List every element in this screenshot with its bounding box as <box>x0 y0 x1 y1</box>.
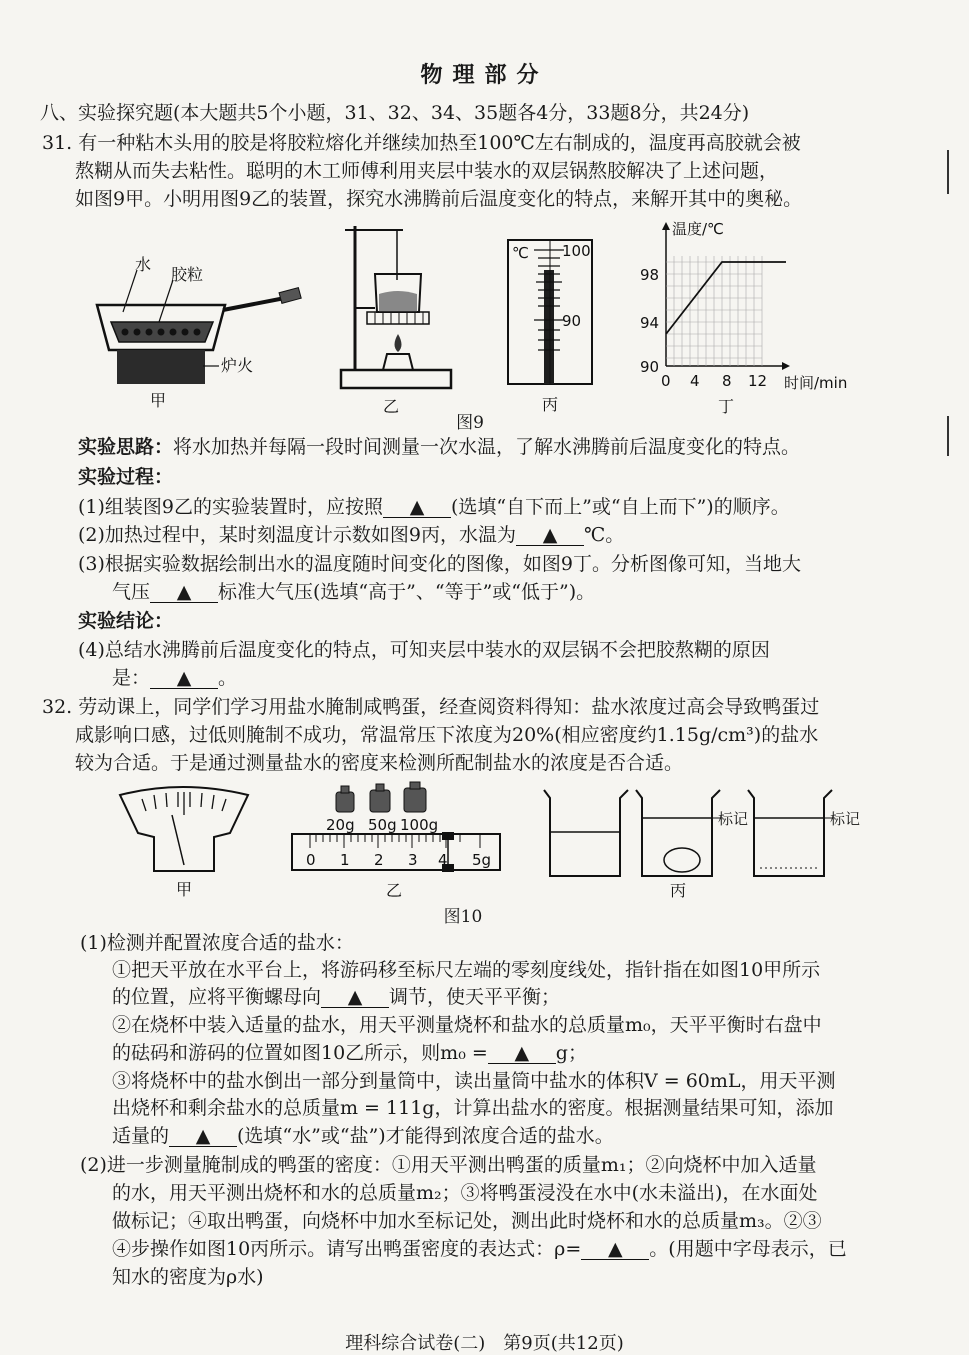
page-footer: 理科综合试卷(二) 第9页(共12页) <box>345 1333 624 1354</box>
graph-origin: 0 <box>661 372 671 390</box>
fig9-label-glue: 胶粒 <box>171 265 204 284</box>
q31-part1-blank: ▲ <box>383 497 451 518</box>
q31-part4-line1: (4)总结水沸腾前后温度变化的特点，可知夹层中装水的双层锅不会把胶熬糊的原因 <box>78 639 770 661</box>
q32-intro-line-2: 咸影响口感，过低则腌制不成功，常温常压下浓度为20%(相应密度约1.15g/cm³)的盐水 <box>75 724 819 746</box>
ruler-tick-2: 2 <box>374 851 384 869</box>
q31-part4-blank: ▲ <box>150 668 218 689</box>
q32-intro-line-3: 较为合适。于是通过测量盐水的密度来检测所配制盐水的浓度是否合适。 <box>75 752 684 774</box>
fig9-caption: 图9 <box>456 413 484 433</box>
q31-intro-line-2: 熬糊从而失去粘性。聪明的木工师傅利用夹层中装水的双层锅熬胶解决了上述问题， <box>75 160 779 182</box>
q32-s1-step3-line1: ③将烧杯中的盐水倒出一部分到量筒中，读出量筒中盐水的体积V = 60mL，用天平测 <box>112 1070 836 1092</box>
graph-ytick-94: 94 <box>640 314 660 332</box>
graph-ylabel: 温度/℃ <box>672 220 724 238</box>
weight-20g: 20g <box>326 816 355 834</box>
section-header: 八、实验探究题(本大题共5个小题，31、32、34、35题各4分，33题8分，共24分) <box>40 102 750 124</box>
q31-part2: (2)加热过程中，某时刻温度计示数如图9丙，水温为 ▲ ℃。 <box>78 524 625 546</box>
q32-s1-title: (1)检测并配置浓度合适的盐水： <box>80 932 354 954</box>
q31-idea <box>78 434 800 460</box>
q31-intro-line-1: 31. 有一种粘木头用的胶是将胶粒熔化并继续加热至100℃左右制成的，温度再高胶就会被 <box>42 132 801 154</box>
graph-ytick-98: 98 <box>640 266 660 284</box>
q31-part3-blank: ▲ <box>150 582 218 603</box>
q31-part1: (1)组装图9乙的实验装置时，应按照 ▲ (选填“自下而上”或“自上而下”)的顺序。 <box>78 496 790 518</box>
q31-intro-line-3: 如图9甲。小明用图9乙的装置，探究水沸腾前后温度变化的特点，来解开其中的奥秘。 <box>75 188 803 210</box>
q31-part3-line1: (3)根据实验数据绘制出水的温度随时间变化的图像，如图9丁。分析图像可知，当地大 <box>78 553 802 575</box>
graph-xlabel: 时间/min <box>784 374 848 392</box>
fig10-bing-beakers <box>538 784 878 904</box>
q32-s1-step3-blank: ▲ <box>169 1126 237 1147</box>
thermometer-unit: ℃ <box>512 244 529 262</box>
q32-s2-line1: (2)进一步测量腌制成的鸭蛋的密度：①用天平测出鸭蛋的质量m₁；②向烧杯中加入适量 <box>80 1154 817 1176</box>
q31-idea-label: 实验思路： <box>78 436 174 458</box>
q32-s2-line2: 的水，用天平测出烧杯和水的总质量m₂；③将鸭蛋浸没在水中(水未溢出)，在水面处 <box>112 1182 818 1204</box>
fig10-caption-bing: 丙 <box>670 881 687 900</box>
q32-s2-blank: ▲ <box>581 1239 649 1260</box>
fig10-caption-yi: 乙 <box>386 881 403 900</box>
weight-100g: 100g <box>400 816 439 834</box>
scan-edge-mark <box>947 416 949 456</box>
weight-50g: 50g <box>368 816 397 834</box>
ruler-tick-5g: 5g <box>472 851 492 869</box>
q32-s2-line4: ④步操作如图10丙所示。请写出鸭蛋密度的表达式：ρ= ▲ 。(用题中字母表示，已 <box>112 1238 847 1260</box>
thermometer-tick-100: 100 <box>562 242 591 260</box>
fig9-caption-ding: 丁 <box>718 397 735 416</box>
q32-s1-step2-blank: ▲ <box>488 1043 556 1064</box>
q31-part3-line2: 气压 ▲ 标准大气压(选填“高于”、“等于”或“低于”)。 <box>112 581 596 603</box>
ruler-tick-0: 0 <box>306 851 316 869</box>
ruler-tick-3: 3 <box>408 851 418 869</box>
graph-xtick-12: 12 <box>748 372 768 390</box>
ruler-tick-1: 1 <box>340 851 350 869</box>
fig10-caption: 图10 <box>443 907 483 927</box>
ruler-tick-4: 4 <box>438 851 448 869</box>
fig9-label-water: 水 <box>135 255 152 274</box>
fig9-jia-double-pot <box>85 250 315 410</box>
fig9-yi-apparatus <box>335 216 465 416</box>
q32-s1-step1-blank: ▲ <box>321 987 389 1008</box>
q32-s1-step3-line3: 适量的 ▲ (选填“水”或“盐”)才能得到浓度合适的盐水。 <box>112 1125 614 1147</box>
q32-s1-step3-line2: 出烧杯和剩余盐水的总质量m = 111g，计算出盐水的密度。根据测量结果可知，添加 <box>112 1097 834 1119</box>
q32-s2-line3: 做标记；④取出鸭蛋，向烧杯中加水至标记处，测出此时烧杯和水的总质量m₃。②③ <box>112 1210 822 1232</box>
thermometer-tick-90: 90 <box>562 312 582 330</box>
q32-intro-line-1: 32. 劳动课上，同学们学习用盐水腌制咸鸭蛋，经查阅资料得知：盐水浓度过高会导致鸭蛋过 <box>42 696 820 718</box>
graph-xtick-4: 4 <box>690 372 700 390</box>
scan-edge-mark <box>947 150 949 194</box>
fig10-jia-pointer-dial <box>112 785 262 900</box>
page-title: 物理部分 <box>420 62 549 88</box>
beaker-mark-label-2: 标记 <box>830 810 861 828</box>
fig9-caption-bing: 丙 <box>542 395 559 414</box>
fig10-caption-jia: 甲 <box>176 880 193 899</box>
q32-s1-step1-line1: ①把天平放在水平台上，将游码移至标尺左端的零刻度线处，指针指在如图10甲所示 <box>112 959 821 981</box>
fig10-yi-weights-ruler <box>288 780 508 900</box>
q31-part2-blank: ▲ <box>516 525 584 546</box>
q31-idea-text: 将水加热并每隔一段时间测量一次水温，了解水沸腾前后温度变化的特点。 <box>173 436 801 458</box>
q31-process-label: 实验过程： <box>78 466 174 488</box>
beaker-mark-label-1: 标记 <box>718 810 749 828</box>
q32-s2-line5: 知水的密度为ρ水) <box>112 1266 264 1288</box>
fig9-caption-jia: 甲 <box>150 391 167 410</box>
fig9-bing-thermometer <box>500 234 600 414</box>
fig9-label-fire: 炉火 <box>221 356 254 375</box>
graph-xtick-8: 8 <box>722 372 732 390</box>
q32-s1-step2-line2: 的砝码和游码的位置如图10乙所示，则m₀ = ▲ g； <box>112 1042 587 1064</box>
q32-s1-step1-line2: 的位置，应将平衡螺母向 ▲ 调节，使天平平衡； <box>112 986 561 1008</box>
graph-ytick-90: 90 <box>640 358 660 376</box>
q31-part4-line2: 是： ▲ 。 <box>112 667 238 689</box>
fig9-ding-graph <box>630 216 870 416</box>
fig9-caption-yi: 乙 <box>383 397 400 416</box>
q32-s1-step2-line1: ②在烧杯中装入适量的盐水，用天平测量烧杯和盐水的总质量m₀，天平平衡时右盘中 <box>112 1014 822 1036</box>
q31-conclusion-label: 实验结论： <box>78 610 174 632</box>
